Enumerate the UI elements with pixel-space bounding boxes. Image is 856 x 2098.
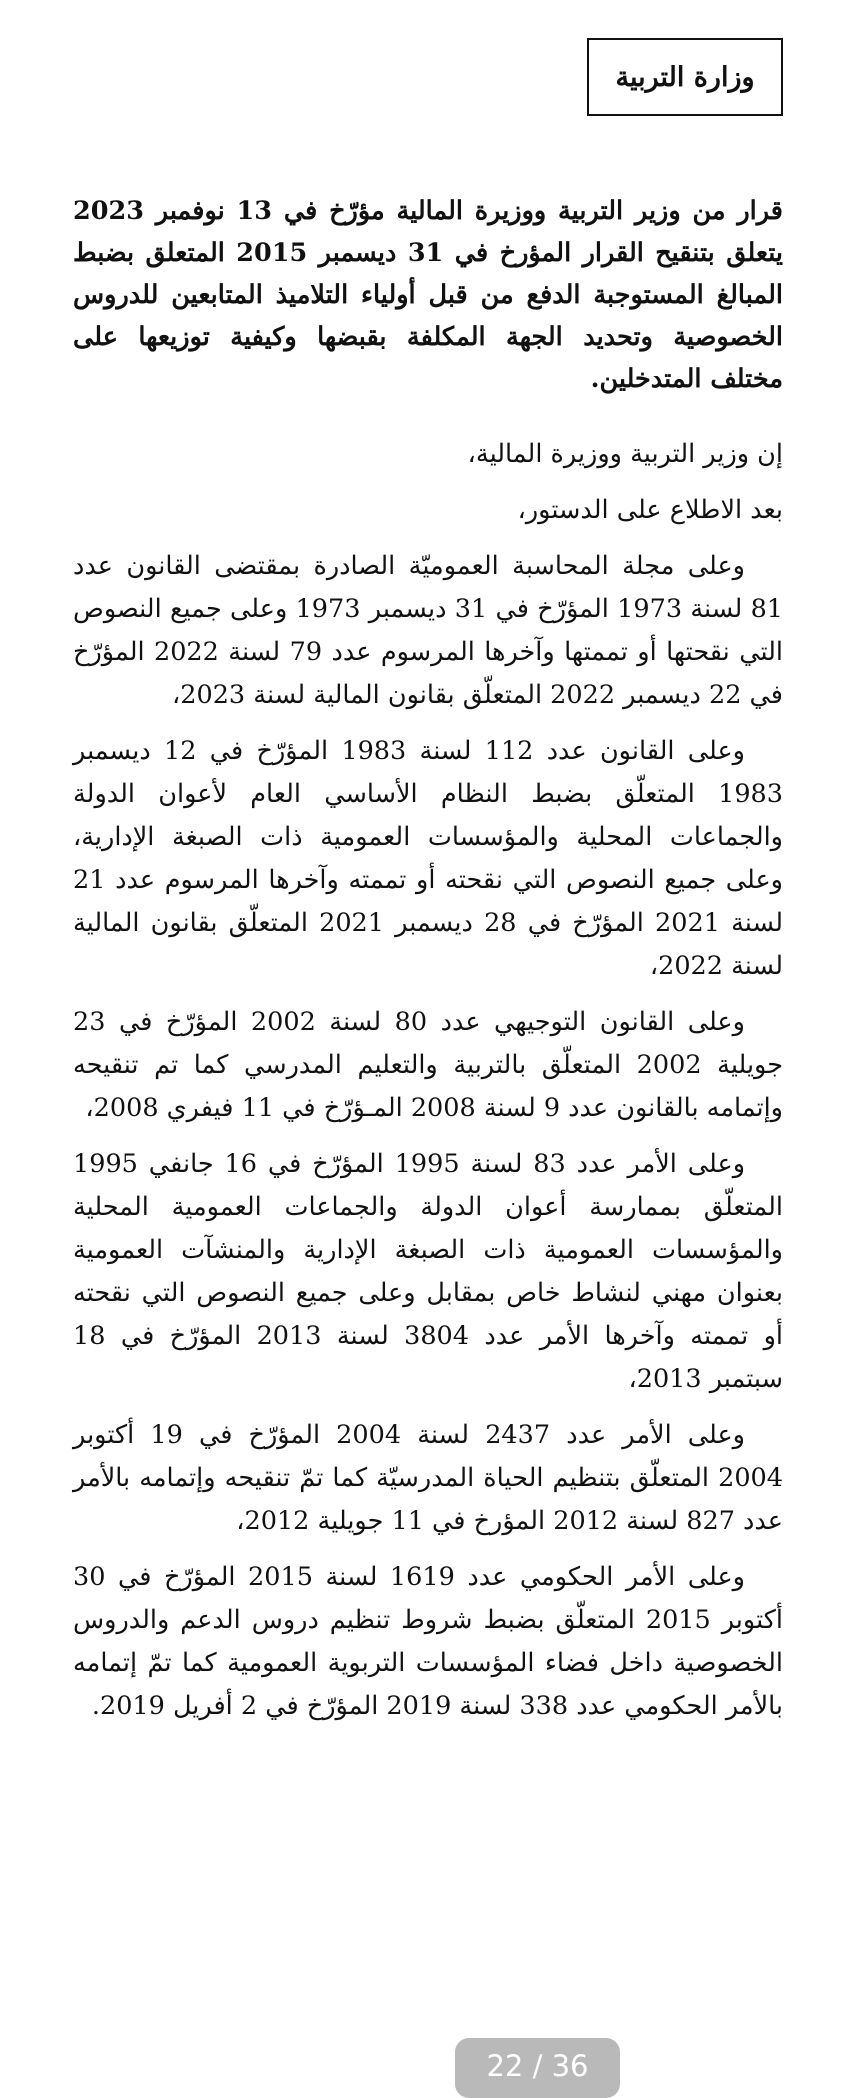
page-indicator: 22 / 36 bbox=[455, 2038, 620, 2098]
paragraph-decree-83: وعلى الأمر عدد 83 لسنة 1995 المؤرّخ في 16 جانفي 1995 المتعلّق بممارسة أعوان الدولة والجماعات العمومية المحلية والمؤسسات العمومية ذات الصبغة الإدارية والمنشآت العمومية بعنوان مهني لنشاط خاص بمقابل وعلى جميع النصوص التي نقحته أو تممته وآخرها الأمر عدد 3804 لسنة 2013 المؤرّخ في 18 سبتمبر 2013، bbox=[73, 1149, 783, 1394]
paragraph-decree-1619: وعلى الأمر الحكومي عدد 1619 لسنة 2015 المؤرّخ في 30 أكتوبر 2015 المتعلّق بضبط شروط تنظيم دروس الدعم والدروس الخصوصية داخل فضاء المؤسسات التربوية العمومية كما تمّ إتمامه بالأمر الحكومي عدد 338 لسنة 2019 المؤرّخ في 2 أفريل 2019. bbox=[73, 1562, 783, 1721]
paragraph-law-112: وعلى القانون عدد 112 لسنة 1983 المؤرّخ في 12 ديسمبر 1983 المتعلّق بضبط النظام الأساسي العام لأعوان الدولة والجماعات المحلية والمؤسسات العمومية ذات الصبغة الإدارية، وعلى جميع النصوص التي نقحته أو تممته وآخرها المرسوم عدد 21 لسنة 2021 المؤرّخ في 28 ديسمبر 2021 المتعلّق بقانون المالية لسنة 2022، bbox=[73, 736, 783, 981]
paragraph-law-80: وعلى القانون التوجيهي عدد 80 لسنة 2002 المؤرّخ في 23 جويلية 2002 المتعلّق بالتربية والتعليم المدرسي كما تم تنقيحه وإتمامه بالقانون عدد 9 لسنة 2008 المـؤرّخ في 11 فيفري 2008، bbox=[73, 1007, 783, 1123]
ministry-header: وزارة التربية bbox=[587, 38, 783, 116]
paragraph-preamble: إن وزير التربية ووزيرة المالية، bbox=[467, 439, 783, 469]
decree-body bbox=[73, 433, 783, 1741]
decree-title: قرار من وزير التربية ووزيرة المالية مؤرّخ في 13 نوفمبر 2023 يتعلق بتنقيح القرار المؤرخ في 31 ديسمبر 2015 المتعلق بضبط المبالغ المستوجبة الدفع من قبل أولياء التلاميذ المتابعين للدروس الخصوصية وتحديد الجهة المكلفة بقبضها وكيفية توزيعها على مختلف المتدخلين. bbox=[73, 196, 783, 394]
paragraph-constitution: بعد الاطلاع على الدستور، bbox=[517, 495, 783, 525]
paragraph-public-accounting: وعلى مجلة المحاسبة العموميّة الصادرة بمقتضى القانون عدد 81 لسنة 1973 المؤرّخ في 31 ديسمبر 1973 وعلى جميع النصوص التي نقحتها أو تممتها وآخرها المرسوم عدد 79 لسنة 2022 المؤرّخ في 22 ديسمبر 2022 المتعلّق بقانون المالية لسنة 2023، bbox=[73, 551, 784, 710]
paragraph-decree-2437: وعلى الأمر عدد 2437 لسنة 2004 المؤرّخ في 19 أكتوبر 2004 المتعلّق بتنظيم الحياة المدرسيّة كما تمّ تنقيحه وإتمامه بالأمر عدد 827 لسنة 2012 المؤرخ في 11 جويلية 2012، bbox=[73, 1420, 783, 1536]
